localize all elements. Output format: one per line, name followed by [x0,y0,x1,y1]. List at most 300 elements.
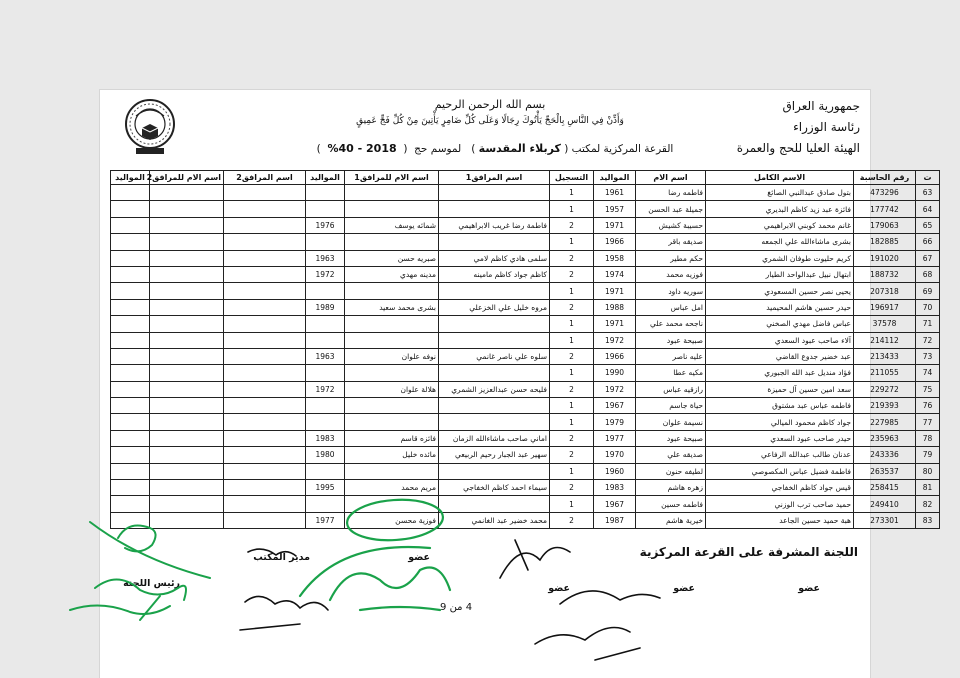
cell-c2y [111,463,150,479]
column-header: رقم الحاسبة [854,171,916,185]
cell-c1 [439,185,550,201]
cell-name: آلاء صاحب عبود السعدي [706,332,854,348]
cell-id: 219393 [854,398,916,414]
cell-c2y [111,480,150,496]
cell-c2m [150,234,224,250]
cell-no: 77 [916,414,940,430]
cell-year: 1972 [594,381,636,397]
cell-c2y [111,398,150,414]
cell-mother: فاطمه حسين [636,496,706,512]
cell-c1m: مدينه مهدي [345,266,439,282]
table-row [111,201,940,217]
cell-reg: 2 [550,217,594,233]
cell-reg: 2 [550,480,594,496]
cell-mother: خيرية هاشم [636,512,706,528]
cell-c1y: 1976 [306,217,345,233]
table-row [111,480,940,496]
cell-c2m [150,283,224,299]
cell-c2m [150,414,224,430]
column-header: التسجيل [550,171,594,185]
table-row [111,496,940,512]
cell-c2m [150,348,224,364]
cell-mother: صبيحة عبود [636,430,706,446]
cell-c2y [111,381,150,397]
cell-c1y [306,414,345,430]
cell-c1y [306,463,345,479]
cell-c2y [111,332,150,348]
cell-mother: امل عباس [636,299,706,315]
cell-c2m [150,480,224,496]
table-row [111,463,940,479]
cell-c2y [111,299,150,315]
cell-c1y: 1977 [306,512,345,528]
cell-mother: صديقه باقر [636,234,706,250]
cell-no: 78 [916,430,940,446]
cell-reg: 2 [550,512,594,528]
cell-c2m [150,185,224,201]
cell-reg: 1 [550,414,594,430]
cell-reg: 2 [550,381,594,397]
cell-id: 243336 [854,447,916,463]
cell-c1y [306,201,345,217]
office-name: كربلاء المقدسة [478,142,561,155]
cell-c1y: 1963 [306,250,345,266]
cell-name: بتول صادق عبدالنبي الصائغ [706,185,854,201]
pilgrims-table [110,170,940,529]
cell-c1m: صبريه حسن [345,250,439,266]
cell-reg: 1 [550,365,594,381]
table-row [111,365,940,381]
paren-close: ) [471,143,476,155]
cell-c2m [150,430,224,446]
cell-c1y [306,332,345,348]
cell-c1y [306,496,345,512]
cell-reg: 1 [550,463,594,479]
cell-no: 75 [916,381,940,397]
cell-reg: 2 [550,266,594,282]
cell-c2m [150,316,224,332]
cell-c1m [345,234,439,250]
cell-c1y: 1963 [306,348,345,364]
cell-c1m [345,414,439,430]
cell-mother: ناجحه محمد علي [636,316,706,332]
table-row [111,217,940,233]
page-total: 9 [440,602,447,613]
cell-c1: كاظم جواد كاظم مامينه [439,266,550,282]
cell-id: 182885 [854,234,916,250]
cell-c1: محمد خضير عبد الغانمي [439,512,550,528]
cell-year: 1966 [594,348,636,364]
cell-reg: 2 [550,447,594,463]
cell-no: 65 [916,217,940,233]
cell-no: 71 [916,316,940,332]
cell-no: 76 [916,398,940,414]
table-row [111,381,940,397]
cell-id: 273301 [854,512,916,528]
cell-no: 72 [916,332,940,348]
cell-id: 473296 [854,185,916,201]
cell-c1 [439,234,550,250]
cell-c1m [345,365,439,381]
table-row [111,414,940,430]
cell-c2y [111,512,150,528]
cell-mother: عليه ناصر [636,348,706,364]
cell-no: 63 [916,185,940,201]
cell-c1 [439,332,550,348]
cell-year: 1972 [594,332,636,348]
ministry-name: رئاسة الوزراء [793,120,860,134]
cell-mother: سوريه داود [636,283,706,299]
committee-head-label: رئيس اللجنة [123,578,180,589]
cell-c2m [150,250,224,266]
cell-c2 [224,266,306,282]
cell-c2y [111,185,150,201]
cell-year: 1983 [594,480,636,496]
cell-year: 1966 [594,234,636,250]
table-body [111,185,940,529]
cell-name: ابتهال نبيل عبدالواحد الطيار [706,266,854,282]
cell-c1m [345,201,439,217]
document-page [100,90,933,678]
page-of: من [449,602,463,613]
column-header: اسم الام للمرافق2 [150,171,224,185]
cell-name: جواد كاظم محمود الميالي [706,414,854,430]
cell-c2 [224,332,306,348]
cell-c1m: شمائه يوسف [345,217,439,233]
cell-reg: 1 [550,332,594,348]
cell-c1y [306,283,345,299]
cell-id: 188732 [854,266,916,282]
cell-c1m: نوفه علوان [345,348,439,364]
cell-name: بشرى ماشاءالله علي الجمعه [706,234,854,250]
cell-name: عدنان طالب عبدالله الرفاعي [706,447,854,463]
cell-c1y: 1995 [306,480,345,496]
authority-name: الهيئة العليا للحج والعمرة [736,141,860,155]
cell-c2y [111,447,150,463]
cell-year: 1990 [594,365,636,381]
cell-c2 [224,185,306,201]
cell-c1m [345,283,439,299]
cell-mother: فاطمه رضا [636,185,706,201]
cell-c1 [439,283,550,299]
cell-no: 68 [916,266,940,282]
cell-reg: 1 [550,316,594,332]
cell-c1y [306,316,345,332]
cell-id: 227985 [854,414,916,430]
cell-id: 207318 [854,283,916,299]
cell-c1: سلمى هادي كاظم لامي [439,250,550,266]
committee-title: اللجنة المشرفة على القرعة المركزية [639,545,858,559]
cell-reg: 1 [550,283,594,299]
column-header: اسم المرافق2 [224,171,306,185]
cell-c2 [224,463,306,479]
cell-c2 [224,316,306,332]
cell-year: 1958 [594,250,636,266]
cell-c2 [224,414,306,430]
cell-mother: مكيه عطا [636,365,706,381]
cell-c2m [150,398,224,414]
table-row [111,250,940,266]
cell-id: 235963 [854,430,916,446]
cell-c1y: 1983 [306,430,345,446]
cell-id: 37578 [854,316,916,332]
cell-c1y [306,185,345,201]
cell-year: 1974 [594,266,636,282]
cell-year: 1957 [594,201,636,217]
cell-c2m [150,447,224,463]
cell-id: 211055 [854,365,916,381]
cell-no: 67 [916,250,940,266]
cell-c2 [224,283,306,299]
paren-open: ( [564,143,569,155]
cell-c2y [111,283,150,299]
cell-c2m [150,463,224,479]
column-header: المواليد [306,171,345,185]
cell-mother: حياة جاسم [636,398,706,414]
cell-mother: صبيحة عبود [636,332,706,348]
cell-name: حيدر صاحب عبود السعدي [706,430,854,446]
cell-c2y [111,217,150,233]
table-row [111,266,940,282]
cell-id: 214112 [854,332,916,348]
table-row [111,185,940,201]
kaaba-emblem-icon [122,98,178,156]
cell-c1y: 1980 [306,447,345,463]
draw-title: القرعة المركزية لمكتب ( كربلاء المقدسة ) لموسم حج ( 2018 - 40% ) [316,142,674,155]
cell-c1m: فائزه قاسم [345,430,439,446]
cell-year: 1987 [594,512,636,528]
cell-c2 [224,430,306,446]
cell-c2 [224,201,306,217]
member-label-1: عضو [798,583,820,594]
table-row [111,512,940,528]
cell-c2m [150,381,224,397]
cell-c2y [111,234,150,250]
cell-c1 [439,398,550,414]
season-label: لموسم حج [414,143,462,155]
basmala: بسم الله الرحمن الرحيم [434,98,546,111]
cell-c1y [306,365,345,381]
page-current: 4 [465,602,473,613]
cell-c2m [150,217,224,233]
cell-year: 1979 [594,414,636,430]
cell-c1m: مائده خليل [345,447,439,463]
cell-name: غانم محمد كوبني الابراهيمي [706,217,854,233]
cell-c2 [224,217,306,233]
column-header: المواليد [111,171,150,185]
cell-no: 79 [916,447,940,463]
cell-c2 [224,480,306,496]
member-label-2: عضو [673,583,695,594]
cell-c1y [306,398,345,414]
cell-c2y [111,316,150,332]
cell-c2 [224,447,306,463]
cell-year: 1960 [594,463,636,479]
cell-reg: 1 [550,185,594,201]
cell-c2y [111,365,150,381]
cell-c2 [224,348,306,364]
cell-c2 [224,250,306,266]
table-row [111,283,940,299]
cell-c1m [345,185,439,201]
cell-name: سعد امين حسين آل حميزة [706,381,854,397]
column-header: اسم الام للمرافق1 [345,171,439,185]
cell-no: 73 [916,348,940,364]
cell-no: 66 [916,234,940,250]
cell-mother: حسيبة كشيش [636,217,706,233]
cell-name: عبد خضير جدوع القاضي [706,348,854,364]
cell-year: 1961 [594,185,636,201]
cell-id: 196917 [854,299,916,315]
cell-c1y [306,234,345,250]
member-label-3: عضو [548,583,570,594]
cell-c1m [345,332,439,348]
cell-c2y [111,201,150,217]
cell-c2y [111,266,150,282]
cell-c2 [224,381,306,397]
country-name: جمهورية العراق [782,99,860,113]
cell-no: 69 [916,283,940,299]
cell-name: فائزة عبد زيد كاظم البديري [706,201,854,217]
cell-name: فاطمة فضيل عباس المكصوصي [706,463,854,479]
season-value: 2018 - 40% [327,142,397,155]
cell-reg: 2 [550,250,594,266]
cell-c2y [111,348,150,364]
cell-c1m: فوزية محسن [345,512,439,528]
cell-reg: 1 [550,496,594,512]
column-header: المواليد [594,171,636,185]
cell-c1m: هلالة علوان [345,381,439,397]
cell-name: فؤاد منديل عبد الله الجبوري [706,365,854,381]
cell-c2 [224,234,306,250]
cell-c1 [439,463,550,479]
cell-mother: فوزيه محمد [636,266,706,282]
cell-mother: حكم مطير [636,250,706,266]
cell-reg: 2 [550,348,594,364]
cell-c1: مروه خليل علي الخزعلي [439,299,550,315]
cell-year: 1967 [594,398,636,414]
cell-no: 80 [916,463,940,479]
cell-name: يحيى نصر حسين المسعودي [706,283,854,299]
cell-c2m [150,365,224,381]
cell-c1 [439,201,550,217]
cell-mother: صديقه علي [636,447,706,463]
table-row [111,447,940,463]
cell-name: حيدر حسين هاشم المحيميد [706,299,854,315]
cell-c1m [345,316,439,332]
cell-id: 179063 [854,217,916,233]
cell-c1y: 1972 [306,381,345,397]
cell-no: 64 [916,201,940,217]
cell-c1: فاطمة رضا غريب الابراهيمي [439,217,550,233]
table-row [111,299,940,315]
cell-c2y [111,430,150,446]
cell-c1m [345,496,439,512]
cell-c2 [224,299,306,315]
table-row [111,316,940,332]
cell-c2m [150,512,224,528]
cell-c1y: 1989 [306,299,345,315]
table-row [111,430,940,446]
cell-year: 1970 [594,447,636,463]
quran-verse: وَأَذِّنْ فِي النَّاسِ بِالْحَجِّ يَأْتُوكَ رِجَالًا وَعَلَى كُلِّ ضَامِرٍ يَأْتِينَ مِنْ كُلِّ فَجٍّ عَمِيقٍ [356,116,624,126]
table-row [111,234,940,250]
table-row [111,332,940,348]
cell-c1: فليحه حسن عبدالعزيز الشمري [439,381,550,397]
cell-no: 82 [916,496,940,512]
cell-c2 [224,496,306,512]
cell-reg: 1 [550,201,594,217]
cell-name: حميد صاحب ترب الوزني [706,496,854,512]
cell-c1 [439,414,550,430]
cell-c2m [150,299,224,315]
table-row [111,348,940,364]
cell-c1: اماني صاحب ماشاءالله الزمان [439,430,550,446]
cell-year: 1971 [594,316,636,332]
member-label-4: عضو [408,552,430,563]
cell-reg: 2 [550,430,594,446]
cell-reg: 1 [550,398,594,414]
cell-c1: سيماء احمد كاظم الخفاجي [439,480,550,496]
cell-c2m [150,332,224,348]
letterhead [737,96,860,159]
office-manager-label: مدير المكتب [253,552,310,563]
cell-id: 258415 [854,480,916,496]
cell-id: 229272 [854,381,916,397]
cell-name: كريم حليوت طوفان الشمري [706,250,854,266]
cell-reg: 1 [550,234,594,250]
cell-c2m [150,496,224,512]
column-header: اسم الام [636,171,706,185]
table-row [111,398,940,414]
column-header: الاسم الكامل [706,171,854,185]
cell-id: 263537 [854,463,916,479]
draw-prefix: القرعة المركزية لمكتب [571,143,674,155]
cell-c1y: 1972 [306,266,345,282]
cell-reg: 2 [550,299,594,315]
cell-c2 [224,365,306,381]
cell-year: 1977 [594,430,636,446]
cell-mother: رازقيه عباس [636,381,706,397]
column-header: ت [916,171,940,185]
cell-no: 74 [916,365,940,381]
cell-id: 213433 [854,348,916,364]
cell-year: 1971 [594,217,636,233]
cell-year: 1971 [594,283,636,299]
cell-c1: سلوه علي ناصر غانمي [439,348,550,364]
cell-no: 70 [916,299,940,315]
cell-mother: زهره هاشم [636,480,706,496]
cell-name: هبة حميد حسين الجاعد [706,512,854,528]
cell-no: 81 [916,480,940,496]
cell-c1m: بشرى محمد سعيد [345,299,439,315]
cell-id: 177742 [854,201,916,217]
cell-c2m [150,201,224,217]
cell-year: 1967 [594,496,636,512]
cell-id: 191020 [854,250,916,266]
cell-c2y [111,250,150,266]
cell-mother: لطيفه حنون [636,463,706,479]
cell-c1 [439,496,550,512]
cell-c1 [439,316,550,332]
cell-c1m [345,398,439,414]
cell-c1 [439,365,550,381]
cell-mother: نسيمة علوان [636,414,706,430]
cell-no: 83 [916,512,940,528]
cell-id: 249410 [854,496,916,512]
cell-c2 [224,512,306,528]
cell-mother: جميلة عبد الحسن [636,201,706,217]
